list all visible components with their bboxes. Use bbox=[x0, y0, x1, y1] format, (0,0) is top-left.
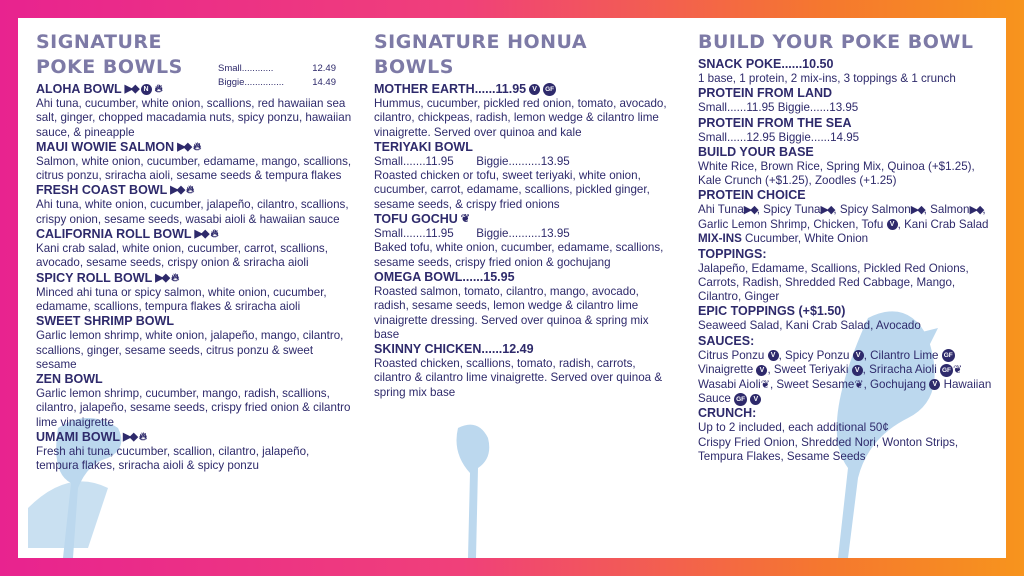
gluten-free-icon: GF bbox=[942, 349, 955, 362]
sauce-option: Vinaigrette bbox=[698, 363, 754, 377]
item-name: TOFU GOCHU bbox=[374, 212, 458, 227]
item-name: ZEN BOWL bbox=[36, 372, 103, 387]
sauce-option: Wasabi Aioli bbox=[698, 377, 761, 391]
mixins-row bbox=[698, 232, 994, 246]
protein-land-prices: Small......11.95 Biggie......13.95 bbox=[698, 101, 859, 115]
fish-icon: ▶◆ bbox=[123, 431, 136, 444]
protein-option: , Garlic Lemon Shrimp, Chicken, bbox=[698, 203, 986, 231]
leaf-icon: ❦ bbox=[854, 378, 864, 391]
fish-icon: ▶◆ bbox=[820, 204, 834, 217]
item-desc: Hummus, cucumber, pickled red onion, tomato, avocado, cilantro, chickpeas, radish, lemon wedge & cilantro lime vinaigrette. Served over quinoa and kale bbox=[374, 97, 667, 139]
protein-option: , Spicy Tuna bbox=[756, 203, 821, 217]
protein-option: Salmon bbox=[930, 203, 970, 217]
item-name: ALOHA BOWL bbox=[36, 82, 122, 96]
size-price: 14.49 bbox=[312, 77, 336, 88]
small-price: Small.......11.95 bbox=[374, 154, 454, 168]
bowl-size-prices bbox=[218, 62, 336, 90]
fish-icon: ▶◆ bbox=[743, 204, 757, 217]
menu-item-tofu-gochu bbox=[374, 212, 674, 270]
section-title: SIGNATURE POKE BOWLS bbox=[36, 31, 183, 78]
flamingo-decoration-middle bbox=[418, 418, 538, 558]
size-label: Small............ bbox=[218, 63, 274, 74]
sauce-option: Citrus Ponzu bbox=[698, 348, 765, 362]
biggie-price: Biggie..........13.95 bbox=[476, 227, 570, 241]
small-price: Small.......11.95 bbox=[374, 227, 454, 241]
item-name: OMEGA BOWL......15.95 bbox=[374, 269, 515, 284]
menu-item-skinny-chicken bbox=[374, 342, 674, 400]
protein-choice-desc bbox=[698, 203, 994, 232]
menu-item-fresh-coast bbox=[36, 183, 354, 227]
item-desc: Kani crab salad, white onion, cucumber, carrot, scallions, avocado, sesame seeds, crispy onion & sriracha aioli bbox=[36, 242, 328, 270]
size-label: Biggie............... bbox=[218, 77, 284, 88]
crunch-name: CRUNCH: bbox=[698, 406, 757, 421]
fish-icon: ▶◆ bbox=[969, 204, 983, 217]
sauce-option: , Sweet Teriyaki bbox=[767, 363, 849, 377]
vegan-icon: V bbox=[887, 219, 898, 230]
menu-item-spicy-roll bbox=[36, 271, 354, 315]
item-desc: Baked tofu, white onion, cucumber, edamame, scallions, sesame seeds, crispy fried onion & gochujang bbox=[374, 241, 664, 269]
epic-toppings-desc: Seaweed Salad, Kani Crab Salad, Avocado bbox=[698, 319, 921, 333]
biggie-price: Biggie..........13.95 bbox=[476, 154, 570, 168]
protein-option: , bbox=[923, 203, 927, 217]
mixins-desc: Cucumber, White Onion bbox=[741, 232, 869, 246]
vegan-icon: V bbox=[529, 84, 540, 95]
menu-board bbox=[18, 18, 1006, 558]
nut-icon: N bbox=[141, 84, 152, 95]
protein-option: Tofu bbox=[861, 218, 884, 231]
sauces-name: SAUCES: bbox=[698, 333, 755, 348]
crunch-desc: Up to 2 included, each additional 50¢ bbox=[698, 421, 889, 435]
menu-item-teriyaki bbox=[374, 140, 674, 212]
fish-icon: ▶◆ bbox=[124, 83, 138, 95]
item-desc: Ahi tuna, white onion, cucumber, jalapeño, cilantro, scallions, crispy onion, sesame seeds, wasabi aioli & hawaiian sauce bbox=[36, 198, 349, 226]
menu-item-mother-earth bbox=[374, 82, 674, 140]
menu-item-sweet-shrimp bbox=[36, 314, 354, 372]
vegan-icon: V bbox=[756, 365, 767, 376]
protein-land-name: PROTEIN FROM LAND bbox=[698, 86, 833, 101]
item-name: SPICY ROLL BOWL bbox=[36, 270, 153, 285]
vegan-icon: V bbox=[852, 365, 863, 376]
fish-icon: ▶◆ bbox=[170, 184, 184, 197]
leaf-icon: ❦ bbox=[460, 213, 471, 226]
item-desc: Ahi tuna, cucumber, white onion, scallions, red hawaiian sea salt, ginger, chopped macadamia nuts, spicy ponzu, hawaiian sauce, & pineapple bbox=[36, 97, 352, 139]
fish-icon: ▶◆ bbox=[177, 140, 191, 153]
item-name: MOTHER EARTH......11.95 bbox=[374, 82, 527, 96]
flame-icon: 🔥︎ bbox=[154, 83, 163, 95]
signature-poke-column bbox=[36, 30, 354, 474]
menu-item-california-roll bbox=[36, 227, 354, 271]
item-name: SKINNY CHICKEN......12.49 bbox=[374, 342, 534, 357]
item-desc: Garlic lemon shrimp, white onion, jalapeño, mango, cilantro, scallions, ginger, sesame seeds, citrus ponzu & sweet sesame bbox=[36, 329, 344, 371]
menu-item-aloha bbox=[36, 82, 354, 140]
item-prices bbox=[374, 155, 674, 169]
sauce-option: , Gochujang bbox=[863, 377, 927, 391]
sauce-option: , Sriracha Aioli bbox=[862, 363, 937, 377]
protein-sea-prices: Small......12.95 Biggie......14.95 bbox=[698, 130, 860, 144]
crunch-options: Crispy Fried Onion, Shredded Nori, Wonton Strips, Tempura Flakes, Sesame Seeds bbox=[698, 435, 959, 463]
base-desc: White Rice, Brown Rice, Spring Mix, Quinoa (+$1.25), Kale Crunch (+$1.25), Zoodles (+1.25) bbox=[698, 159, 975, 188]
protein-sea-name: PROTEIN FROM THE SEA bbox=[698, 115, 852, 130]
item-desc: Roasted chicken, scallions, tomato, radish, carrots, cilantro & cilantro lime vinaigrette. Served over quinoa & spring mix base bbox=[374, 357, 663, 399]
flame-icon: 🔥︎ bbox=[186, 184, 195, 197]
item-name: UMAMI BOWL bbox=[36, 430, 121, 445]
gluten-free-icon: GF bbox=[734, 393, 747, 406]
protein-option: , Kani Crab Salad bbox=[897, 218, 989, 231]
flame-icon: 🔥︎ bbox=[193, 140, 202, 153]
menu-item-omega bbox=[374, 270, 674, 342]
sauce-option: , Spicy Ponzu bbox=[778, 348, 850, 362]
vegan-icon: V bbox=[853, 350, 864, 361]
section-title: BUILD YOUR POKE BOWL bbox=[698, 31, 974, 53]
mixins-name: MIX-INS bbox=[698, 232, 742, 246]
item-prices bbox=[374, 227, 674, 241]
flame-icon: 🔥︎ bbox=[171, 271, 180, 284]
item-desc: Minced ahi tuna or spicy salmon, white onion, cucumber, edamame, scallions, tempura flakes & sriracha aioli bbox=[36, 285, 327, 313]
fish-icon: ▶◆ bbox=[194, 228, 208, 241]
protein-option: Ahi Tuna bbox=[698, 203, 744, 217]
gluten-free-icon: GF bbox=[940, 364, 953, 377]
section-title: SIGNATURE HONUA BOWLS bbox=[374, 31, 588, 78]
vegan-icon: V bbox=[768, 350, 779, 361]
menu-item-zen bbox=[36, 372, 354, 430]
protein-option: , Spicy Salmon bbox=[833, 203, 911, 217]
signature-honua-column bbox=[374, 30, 674, 400]
snack-poke-desc: 1 base, 1 protein, 2 mix-ins, 3 toppings & 1 crunch bbox=[698, 72, 956, 85]
item-desc: Fresh ahi tuna, cucumber, scallion, cilantro, jalapeño, tempura flakes, sriracha aioli & spicy ponzu bbox=[36, 445, 310, 473]
fish-icon: ▶◆ bbox=[910, 204, 924, 217]
item-desc: Roasted chicken or tofu, sweet teriyaki, white onion, cucumber, carrot, edamame, scallions, pickled ginger, sesame seeds, & crispy fried onions bbox=[374, 169, 650, 211]
item-name: TERIYAKI BOWL bbox=[374, 139, 473, 154]
menu-item-umami bbox=[36, 430, 354, 474]
epic-toppings-name: EPIC TOPPINGS (+$1.50) bbox=[698, 304, 846, 319]
snack-poke-name: SNACK POKE......10.50 bbox=[698, 57, 834, 71]
sauces-desc bbox=[698, 349, 994, 407]
menu-item-maui-wowie bbox=[36, 140, 354, 184]
size-price: 12.49 bbox=[312, 63, 336, 74]
sauce-option: , Sweet Sesame bbox=[769, 377, 855, 391]
item-name: CALIFORNIA ROLL BOWL bbox=[36, 227, 192, 242]
base-name: BUILD YOUR BASE bbox=[698, 144, 814, 159]
build-your-bowl-column bbox=[698, 30, 994, 464]
toppings-name: TOPPINGS: bbox=[698, 246, 767, 261]
sauce-option: Hawaiian Sauce bbox=[698, 377, 992, 406]
vegan-icon: V bbox=[750, 394, 761, 405]
item-desc: Roasted salmon, tomato, cilantro, mango, avocado, radish, sesame seeds, lemon wedge & cilantro lime vinaigrette dressing. Served over quinoa & spring mix base bbox=[374, 284, 649, 341]
flame-icon: 🔥︎ bbox=[210, 228, 219, 241]
item-desc: Garlic lemon shrimp, cucumber, mango, radish, scallions, cilantro, jalapeño, sesame seeds, crispy fried onion & cilantro lime vinaigrette bbox=[36, 387, 351, 429]
fish-icon: ▶◆ bbox=[155, 271, 169, 284]
vegan-icon: V bbox=[929, 379, 940, 390]
flame-icon: 🔥︎ bbox=[138, 431, 148, 444]
gluten-free-icon: GF bbox=[543, 83, 556, 96]
leaf-icon: ❦ bbox=[953, 364, 963, 377]
item-name: FRESH COAST BOWL bbox=[36, 183, 168, 198]
protein-choice-name: PROTEIN CHOICE bbox=[698, 188, 806, 203]
item-name: SWEET SHRIMP BOWL bbox=[36, 314, 174, 329]
item-desc: Salmon, white onion, cucumber, edamame, mango, scallions, citrus ponzu, sriracha aioli, sesame seeds & tempura flakes bbox=[36, 154, 352, 183]
item-name: MAUI WOWIE SALMON bbox=[36, 139, 175, 154]
toppings-desc: Jalapeño, Edamame, Scallions, Pickled Red Onions, Carrots, Radish, Shredded Red Cabbage, Mango, Cilantro, Ginger bbox=[698, 261, 969, 304]
leaf-icon: ❦ bbox=[760, 378, 770, 391]
sauce-option: , Cilantro Lime bbox=[863, 348, 939, 362]
